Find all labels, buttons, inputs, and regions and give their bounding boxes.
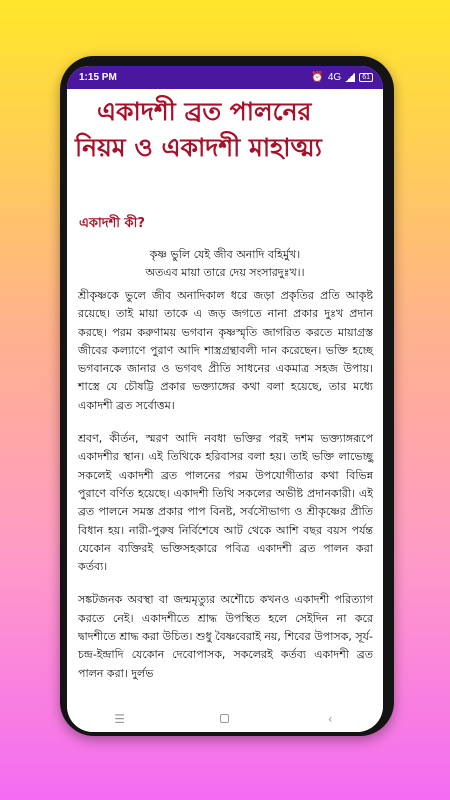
home-button[interactable] xyxy=(205,712,245,726)
paragraph: শ্রবণ, কীর্তন, স্মরণ আদি নবধা ভক্তির পরই দশম ভক্ত্যাঙ্গরূপে একাদশীর স্থান। এই তিথিকে হরিবাসর বলা হয়। তাই ভক্তি লাভেচ্ছু সকলেই একাদশী ব্রত পালনের পরম উপযোগীতার কথা বিভিন্ন পুরাণে বর্ণিত হয়েছে। একাদশী তিথি সকলের অভীষ্ট প্রদানকারী। এই ব্রত পালনে সমস্ত প্রকার পাপ বিনষ্ট, সর্বসৌভাগ্য ও শ্রীকৃষ্ণের প্রীতি বিধান হয়। নারী-পুরুষ নির্বিশেষে আট থেকে আশি বছর বয়স পর্যন্ত যেকোন ব্যক্তিরই ভক্তিসহকারে পবিত্র একাদশী ব্রত পালন করা কর্তব্য। xyxy=(78,432,373,574)
menu-icon: ☰ xyxy=(114,712,126,726)
paragraph: সঙ্কটজনক অবস্থা বা জন্মমৃত্যুর অশৌচে কখনও একাদশী পরিত্যাগ করতে নেই। একাদশীতে শ্রাদ্ধ উপস্থিত হলে সেইদিন না করে দ্বাদশীতে শ্রাদ্ধ করা উচিত। শুধু বৈষ্ণবেরাই নয়, শিবের উপাসক, সূর্য-চন্দ্র-ইন্দ্রাদি যেকোন দেবোপাসক, সকলেরই কর্তব্য একাদশী ব্রত পালন করা। দুর্লভ xyxy=(78,593,373,680)
status-icons xyxy=(311,72,373,83)
status-time: 1:15 PM xyxy=(79,72,117,83)
app-screen xyxy=(67,66,383,732)
section-heading: একাদশী কী? xyxy=(79,216,145,231)
verse-line: কৃষ্ণ ভুলি যেই জীব অনাদি বহির্মুখ। xyxy=(149,248,301,261)
verse xyxy=(67,246,383,282)
network-label: 4G xyxy=(327,72,342,83)
page-title xyxy=(67,94,383,166)
back-chevron-icon: ‹ xyxy=(327,712,333,726)
verse-line: অতএব মায়া তারে দেয় সংসারদুঃখ।। xyxy=(145,266,305,279)
paragraph: শ্রীকৃষ্ণকে ভুলে জীব অনাদিকাল ধরে জড়া প্রকৃতির প্রতি আকৃষ্ট রয়েছে। তাই মায়া তাকে এ জড় জগতে নানা প্রকার দুঃখ প্রদান করছে। পরম করুণাময় ভগবান কৃষ্ণস্মৃতি জাগরিত করতে মায়াগ্রস্ত জীবের কল্যাণে পুরাণ আদি শাস্ত্রগ্রন্থাবলী দান করেছেন। ভক্তি হচ্ছে ভগবানকে জানার ও ভগবৎ প্রীতি সাধনের একমাত্র সহজ উপায়। শাস্ত্রে যে চৌষট্টি প্রকার ভক্ত্যাঙ্গের কথা বলা হয়েছে, তার মধ্যে একাদশী ব্রত সর্বোত্তম। xyxy=(78,289,373,412)
status-bar xyxy=(67,66,383,89)
page-title-line1: একাদশী ব্রত পালনের xyxy=(97,97,312,126)
article-body xyxy=(78,287,373,698)
signal-icon xyxy=(345,73,355,82)
page-title-line2: নিয়ম ও একাদশী মাহাত্ম্য xyxy=(75,133,322,162)
battery-icon: 61 xyxy=(359,73,373,82)
alarm-icon: ⏰ xyxy=(311,72,324,83)
navigation-bar xyxy=(67,706,383,732)
recents-button[interactable] xyxy=(100,712,140,726)
home-square-icon xyxy=(220,714,229,723)
back-button[interactable] xyxy=(310,712,350,726)
